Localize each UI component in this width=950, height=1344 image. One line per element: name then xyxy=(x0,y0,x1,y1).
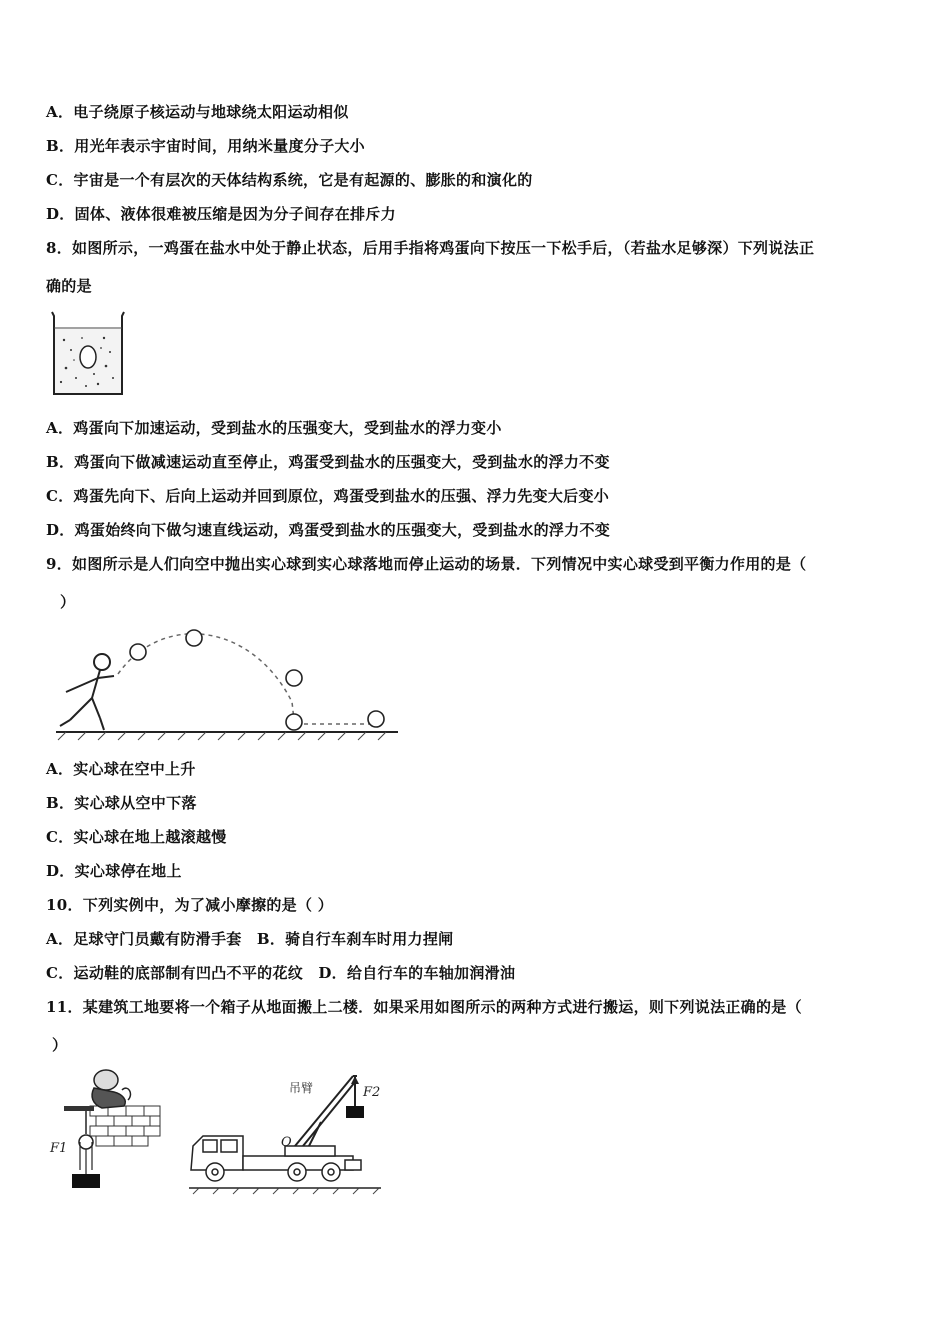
q9-throw-figure xyxy=(52,622,402,742)
q9-option-d: D．实心球停在地上 xyxy=(46,862,182,880)
q11-stem-line2: ） xyxy=(52,1036,68,1054)
q7-option-b: B．用光年表示宇宙时间，用纳米量度分子大小 xyxy=(46,137,365,155)
egg xyxy=(80,346,96,368)
q9-stem-line1: 9．如图所示是人们向空中抛出实心球到实心球落地而停止运动的场景．下列情况中实心球受到平衡力作用的是（ xyxy=(46,555,807,573)
q8-option-d: D．鸡蛋始终向下做匀速直线运动，鸡蛋受到盐水的压强变大，受到盐水的浮力不变 xyxy=(46,521,611,539)
truck-body xyxy=(191,1136,361,1181)
q11-pulley-figure xyxy=(46,1066,166,1196)
beaker-egg-illustration xyxy=(46,308,130,400)
shot-put-trajectory-illustration xyxy=(52,622,402,742)
q9-option-c: C．实心球在地上越滚越慢 xyxy=(46,828,227,846)
q9-option-b: B．实心球从空中下落 xyxy=(46,794,197,812)
q10-options-cd: C．运动鞋的底部制有凹凸不平的花纹 D．给自行车的车轴加润滑油 xyxy=(46,964,516,982)
crane-load-box xyxy=(346,1106,364,1118)
worker-figure xyxy=(92,1070,130,1108)
q8-stem-line1: 8．如图所示，一鸡蛋在盐水中处于静止状态，后用手指将鸡蛋向下按压一下松手后，（若盐水足够深）下列说法正 xyxy=(46,239,815,257)
q11-crane-figure xyxy=(185,1066,385,1196)
q10-options-ab: A．足球守门员戴有防滑手套 B．骑自行车刹车时用力捏闸 xyxy=(46,930,454,948)
q7-option-d: D．固体、液体很难被压缩是因为分子间存在排斥力 xyxy=(46,205,396,223)
f1-label: F1 xyxy=(50,1141,68,1156)
pivot-o-label: O xyxy=(281,1135,292,1150)
worker-pulley-illustration xyxy=(46,1066,166,1196)
q8-stem-line2: 确的是 xyxy=(46,277,92,295)
q8-option-c: C．鸡蛋先向下、后向上运动并回到原位，鸡蛋受到盐水的压强、浮力先变大后变小 xyxy=(46,487,610,505)
q10-stem: 10．下列实例中，为了减小摩擦的是（ ） xyxy=(46,896,334,914)
q8-option-b: B．鸡蛋向下做减速运动直至停止，鸡蛋受到盐水的压强变大，受到盐水的浮力不变 xyxy=(46,453,610,471)
q7-option-c: C．宇宙是一个有层次的天体结构系统，它是有起源的、膨胀的和演化的 xyxy=(46,171,533,189)
q11-stem-line1: 11．某建筑工地要将一个箱子从地面搬上二楼．如果采用如图所示的两种方式进行搬运，则下列说法正确的是（ xyxy=(46,998,802,1016)
q9-option-a: A．实心球在空中上升 xyxy=(46,760,196,778)
crane-arm-label: 吊臂 xyxy=(289,1081,314,1095)
f2-label: F2 xyxy=(363,1085,381,1100)
q7-option-a: A．电子绕原子核运动与地球绕太阳运动相似 xyxy=(46,103,349,121)
q9-stem-line2: ） xyxy=(60,593,76,611)
q8-option-a: A．鸡蛋向下加速运动，受到盐水的压强变大，受到盐水的浮力变小 xyxy=(46,419,502,437)
thrower-figure xyxy=(60,654,114,730)
crane-truck-illustration xyxy=(185,1066,385,1196)
q8-beaker-figure xyxy=(46,308,130,400)
